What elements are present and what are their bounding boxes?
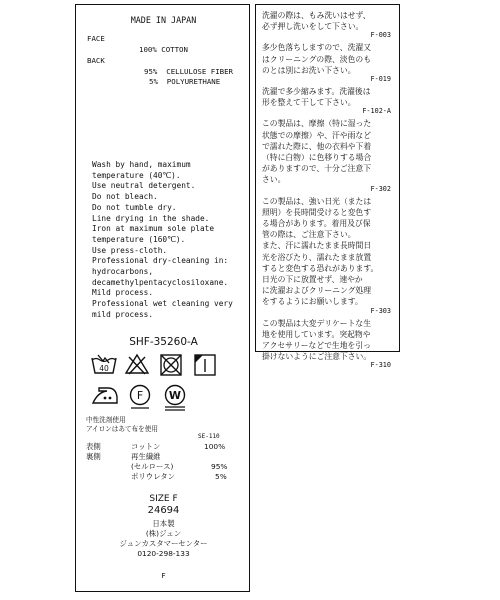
se-code: SE-110 xyxy=(198,433,220,440)
caution-line: 掛けないようにご注意下さい。 xyxy=(262,352,372,362)
jp-face-label: 表側 xyxy=(86,442,101,451)
caution-line: のとは別にお洗い下さい。 xyxy=(262,65,356,75)
care-label-left xyxy=(75,4,250,592)
customer-center: ジュンカスタマーセンター xyxy=(119,539,208,548)
caution-line: この製品は大変デリケートな生 xyxy=(262,318,371,328)
care-instruction-line: hydrocarbons, xyxy=(92,267,154,276)
caution-line: 洗濯で多少縮みます。洗濯後は xyxy=(262,87,371,96)
caution-line: また、汗に濡れたまま長時間日 xyxy=(262,241,372,251)
caution-line: 必ず押し洗いをして下さい。 xyxy=(262,22,364,32)
no-tumble-dry-icon xyxy=(159,353,183,377)
jp-back-sub: (セルロース) xyxy=(131,462,174,471)
wash-temp-label: 40 xyxy=(99,364,109,373)
care-instruction-line: Use press-cloth. xyxy=(92,245,168,255)
jp-note-iron: アイロンはあて布を使用 xyxy=(86,425,158,433)
care-instruction-line: temperature (40℃). xyxy=(92,170,181,180)
caution-line: 管の際は、ご注意下さい。 xyxy=(262,230,356,240)
caution-line: 地を使用しています。突起物や xyxy=(262,329,371,339)
caution-line: この製品は、強い日光（または xyxy=(262,196,372,206)
no-bleach-icon xyxy=(124,353,150,375)
caution-line: （特に白物）に色移りする場合 xyxy=(262,153,372,162)
caution-line: はクリーニングの際、淡色のも xyxy=(262,54,371,64)
jp-back-pu: ポリウレタン xyxy=(131,472,176,481)
line-dry-shade-icon xyxy=(193,353,217,377)
caution-line: をするようにお願いします。 xyxy=(262,297,363,307)
care-instruction-line: decamethylpentacyclosiloxane. xyxy=(92,277,229,287)
care-label-right xyxy=(255,4,400,370)
care-instruction-line: Do not bleach. xyxy=(92,192,158,202)
caution-line: で濡れた際に、他の衣料や下着 xyxy=(262,141,372,151)
care-instruction-line: Use neutral detergent. xyxy=(92,181,196,191)
care-instruction-line: Mild process. xyxy=(92,288,154,298)
care-instruction-line: Professional dry-cleaning in: xyxy=(92,256,229,266)
caution-line: 形を整えて干して下さい。 xyxy=(262,98,356,108)
jp-back-material: 再生繊維 xyxy=(131,452,161,461)
jp-face-pct: 100% xyxy=(204,442,226,451)
dry-clean-letter: F xyxy=(136,389,144,402)
care-instruction-line: mild process. xyxy=(92,309,154,319)
jp-back-sub-pct: 95% xyxy=(211,462,228,471)
caution-line: 照明）を長時間受けると変色す xyxy=(262,207,372,217)
care-instruction-line: Wash by hand, maximum xyxy=(92,160,191,169)
caution-code: F-102-A xyxy=(362,107,391,116)
caution-line: に洗濯およびクリーニング処理 xyxy=(262,286,371,296)
care-instruction-line: Professional wet cleaning very xyxy=(92,299,233,309)
dry-clean-f-icon xyxy=(128,383,152,411)
caution-line: アクセサリーなどで生地を引っ xyxy=(262,341,371,350)
article-number: 24694 xyxy=(147,505,180,516)
caution-code: F-310 xyxy=(370,361,391,370)
care-instruction-line: Iron at maximum sole plate xyxy=(92,224,215,234)
caution-line: 多少色落ちしますので、洗濯又 xyxy=(262,43,371,53)
care-instruction-line: temperature (160℃). xyxy=(92,234,186,244)
caution-line: 状態での摩擦）や、汗や雨など xyxy=(262,130,371,140)
style-code: SHF-35260-A xyxy=(129,336,198,348)
caution-line: 日光の下に放置せず、速やか xyxy=(262,275,363,284)
jp-note-detergent: 中性洗剤使用 xyxy=(86,416,126,424)
wet-clean-w-icon xyxy=(162,383,188,413)
caution-code: F-303 xyxy=(370,306,391,315)
face-composition: 100% COTTON xyxy=(139,45,188,54)
jp-back-label: 裏側 xyxy=(86,452,101,461)
iron-medium-icon xyxy=(90,383,120,407)
back-composition-2: 5% POLYURETHANE xyxy=(149,77,221,86)
bottom-mark: F xyxy=(161,571,166,580)
caution-code: F-003 xyxy=(370,31,391,40)
caution-line: すると変色する恐れがあります。 xyxy=(262,263,379,273)
made-in-japan-jp: 日本製 xyxy=(152,519,175,528)
caution-line: がありますので、十分ご注意下 xyxy=(262,164,371,174)
caution-line: 洗濯の際は、もみ洗いはせず、 xyxy=(262,11,371,20)
size-label: SIZE F xyxy=(149,494,178,504)
face-label: FACE xyxy=(87,34,105,43)
wet-clean-letter: W xyxy=(168,389,182,402)
caution-code: F-019 xyxy=(370,75,391,83)
caution-code: F-302 xyxy=(370,184,391,193)
hand-wash-40-icon xyxy=(90,352,118,376)
caution-line: 光を浴びたり、濡れたまま放置 xyxy=(262,252,372,262)
phone-number: 0120-298-133 xyxy=(137,549,190,558)
care-instruction-line: Line drying in the shade. xyxy=(92,213,210,223)
back-composition-1: 95% CELLULOSE FIBER xyxy=(144,67,233,76)
caution-line: さい。 xyxy=(262,175,286,185)
jp-face-material: コットン xyxy=(131,442,161,451)
care-instruction-line: Do not tumble dry. xyxy=(92,202,177,212)
caution-line: る場合があります。着用及び保 xyxy=(262,219,371,228)
company-name: (株)ジュン xyxy=(145,529,182,538)
caution-line: この製品は、摩擦（特に湿った xyxy=(262,119,372,129)
made-in-text: MADE IN JAPAN xyxy=(130,15,197,25)
back-label: BACK xyxy=(87,56,105,65)
jp-back-pu-pct: 5% xyxy=(215,472,227,481)
